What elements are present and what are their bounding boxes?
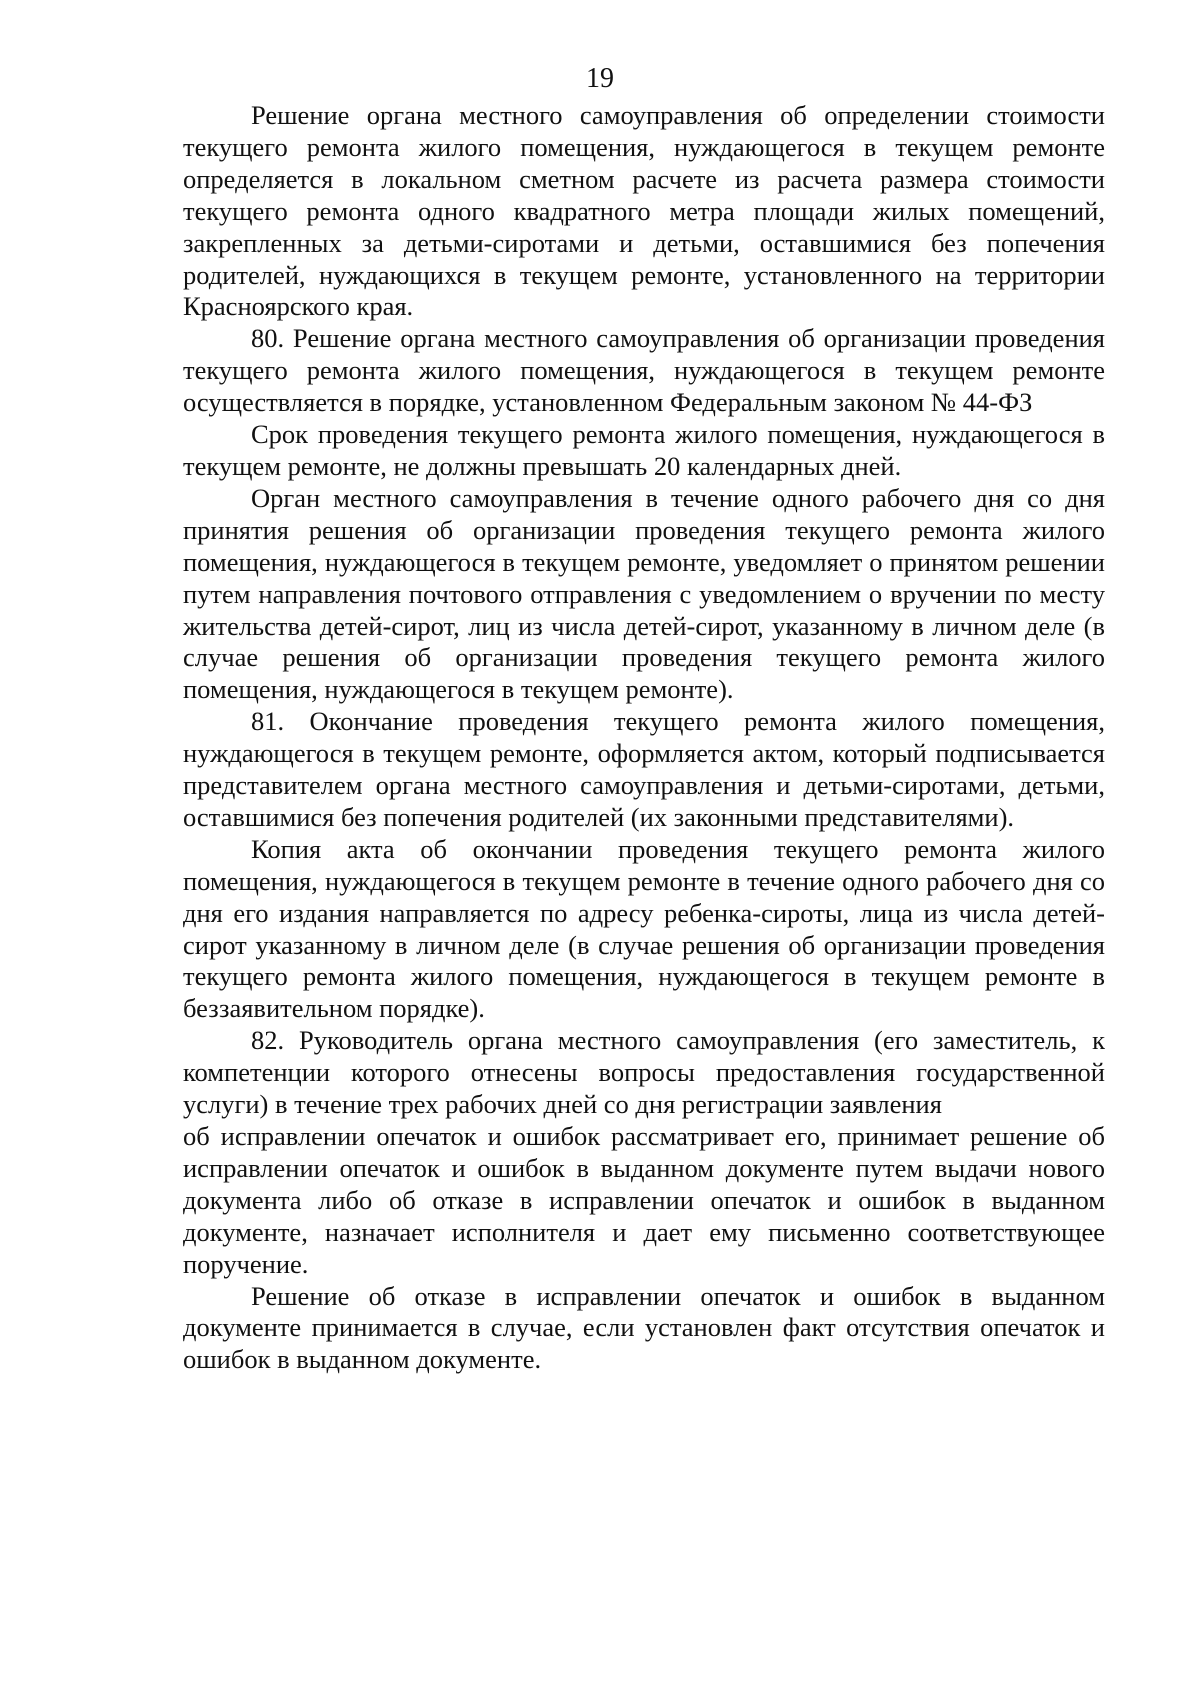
paragraph-cost-decision: Решение органа местного самоуправления об определении стоимости текущего ремонта жилого помещения, нуждающегося в текущем ремонте определяется в локальном сметном расчете из расчета размера стоимости текущего ремонта одного квадратного метра площади жилых помещений, закрепленных за детьми-сиротами и детьми, оставшимися без попечения родителей, нуждающихся в текущем ремонте, установленного на территории Красноярского края.: [183, 100, 1105, 322]
paragraph-notification: Орган местного самоуправления в течение одного рабочего дня со дня принятия решения об организации проведения текущего ремонта жилого помещения, нуждающегося в текущем ремонте, уведомляет о принятом решении путем направления почтового отправления с уведомлением о вручении по месту жительства детей-сирот, лиц из числа детей-сирот, указанному в личном деле (в случае решения об организации проведения текущего ремонта жилого помещения, нуждающегося в текущем ремонте).: [183, 482, 1105, 705]
paragraph-82-continuation: об исправлении опечаток и ошибок рассматривает его, принимает решение об исправлении опечаток и ошибок в выданном документе путем выдачи нового документа либо об отказе в исправлении опечаток и ошибок в выданном документе, назначает исполнителя и дает ему письменно соответствующее поручение.: [183, 1121, 1105, 1279]
paragraph-repair-term: Срок проведения текущего ремонта жилого помещения, нуждающегося в текущем ремонте, не должны превышать 20 календарных дней.: [183, 419, 1105, 481]
document-body: [183, 100, 1105, 1376]
page-number: 19: [586, 63, 614, 94]
paragraph-act-copy: Копия акта об окончании проведения текущего ремонта жилого помещения, нуждающегося в текущем ремонте в течение одного рабочего дня со дня его издания направляется по адресу ребенка-сироты, лица из числа детей-сирот указанному в личном деле (в случае решения об организации проведения текущего ремонта жилого помещения, нуждающегося в текущем ремонте в беззаявительном порядке).: [183, 833, 1105, 1024]
paragraph-refusal: Решение об отказе в исправлении опечаток и ошибок в выданном документе принимается в случае, если установлен факт отсутствия опечаток и ошибок в выданном документе.: [183, 1280, 1105, 1375]
paragraph-80: 80. Решение органа местного самоуправления об организации проведения текущего ремонта жилого помещения, нуждающегося в текущем ремонте осуществляется в порядке, установленном Федеральным законом № 44-ФЗ: [183, 323, 1105, 418]
paragraph-82: 82. Руководитель органа местного самоуправления (его заместитель, к компетенции которого отнесены вопросы предоставления государственной услуги) в течение трех рабочих дней со дня регистрации заявления: [183, 1025, 1105, 1120]
paragraph-81: 81. Окончание проведения текущего ремонта жилого помещения, нуждающегося в текущем ремонте, оформляется актом, который подписывается представителем органа местного самоуправления и детьми-сиротами, детьми, оставшимися без попечения родителей (их законными представителями).: [183, 706, 1105, 832]
